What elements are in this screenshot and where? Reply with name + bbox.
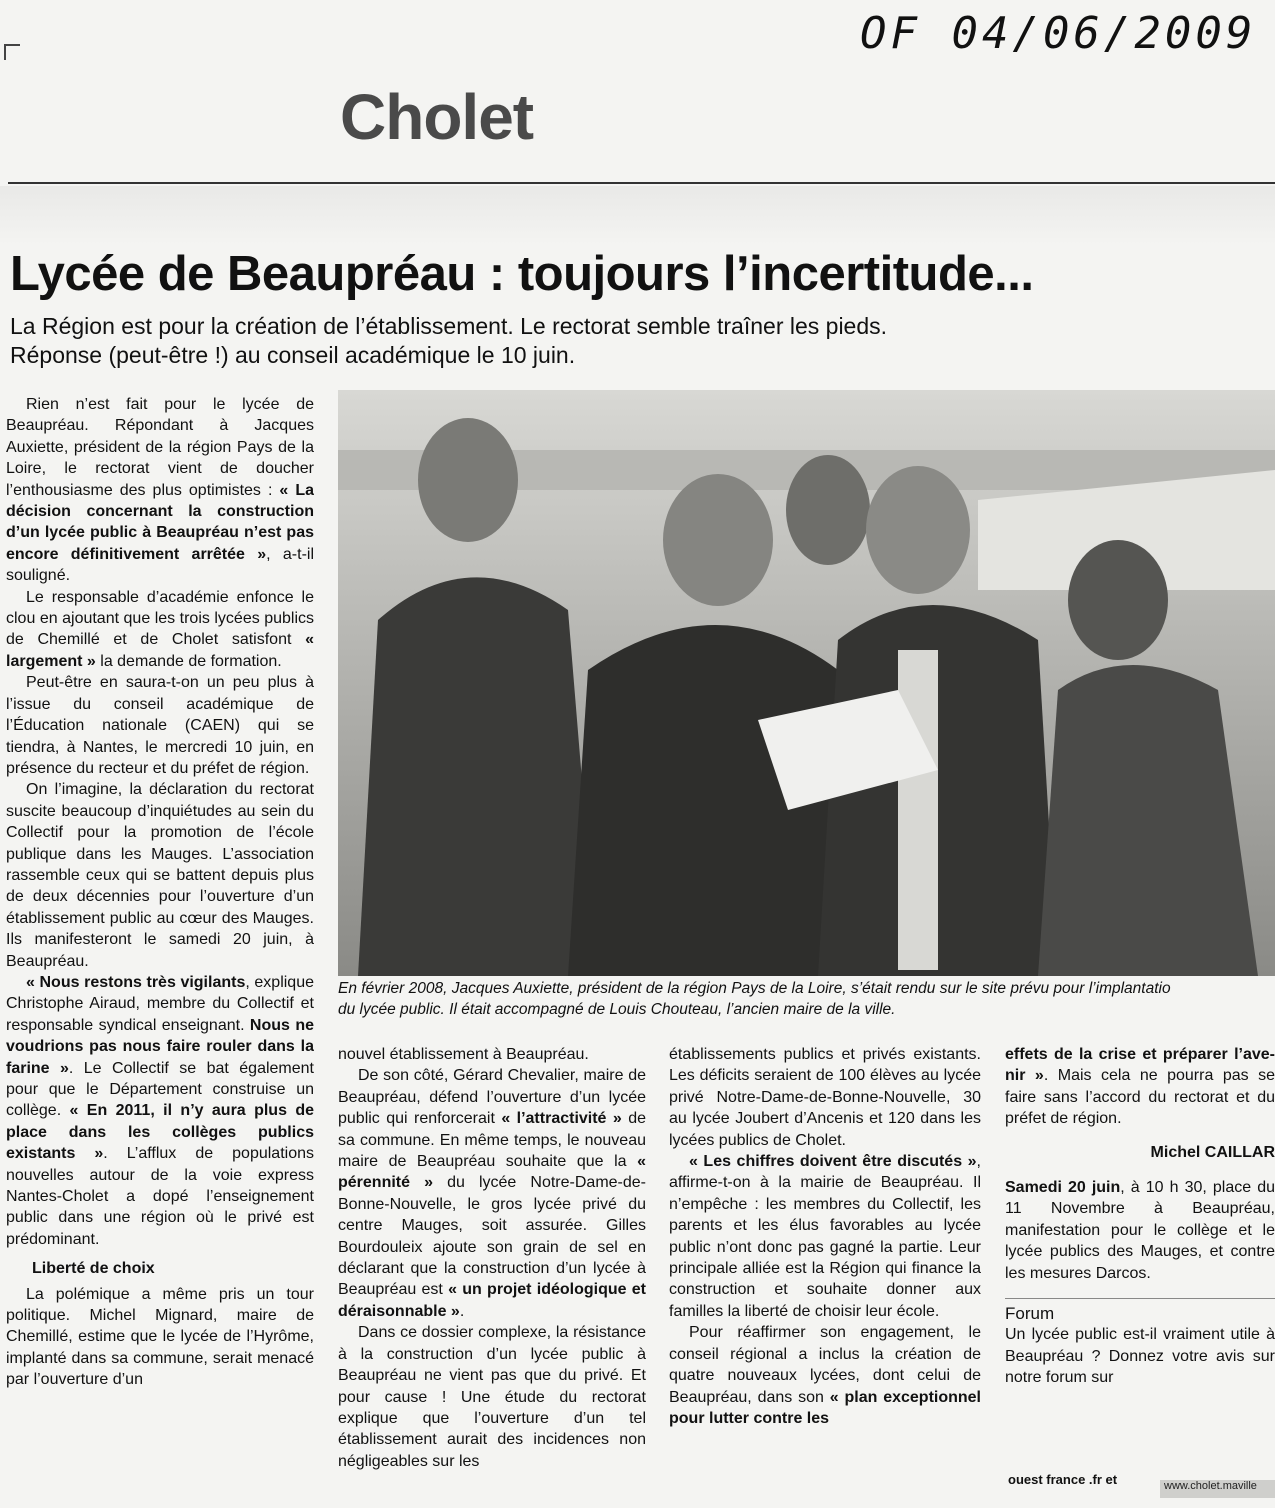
forum-box	[1005, 1298, 1275, 1389]
caption-line: du lycée public. Il était accompagné de Louis Chouteau, l’ancien maire de la ville.	[338, 1001, 896, 1018]
forum-site-link[interactable]: www.cholet.maville	[1160, 1480, 1275, 1498]
subheading: Liberté de choix	[32, 1260, 155, 1278]
paragraph: Rien n’est fait pour le lycée de Beaupréau. Répondant à Jacques Auxiette, président de la région Pays de la Loire, le rectorat vient de doucher l’enthousiasme des plus optimistes : « La décision concernant la construction d’un lycée public à Beaupréau n’est pas encore définitivement arrêtée », a-t-il souligné.	[6, 396, 314, 585]
photo-caption	[338, 978, 1275, 1020]
paragraph: établissements publics et privés existants. Les déficits seraient de 100 élèves au lycée privé Notre-Dame-de-Bonne-Nouvelle, 30 au lycée Joubert d’Ancenis et 120 dans les lycées publics de Cholet.	[669, 1046, 981, 1149]
standfirst-line: La Région est pour la création de l’établissement. Le rectorat semble traîner les pieds.	[10, 313, 888, 339]
crop-mark	[4, 44, 20, 60]
event-notice: Samedi 20 juin, à 10 h 30, place du 11 Novembre à Beaupréau, manifestation pour le collège et le lycée publics des Mauges, et contre les mesures Darcos.	[1005, 1179, 1275, 1282]
article-column-3	[669, 1044, 981, 1504]
news-photo	[338, 390, 1275, 976]
section-title: Cholet	[340, 81, 534, 153]
paragraph: Pour réaffirmer son engagement, le conseil régional a inclus la création de quatre nouveaux lycées, dont celui de Beaupréau, dans son « plan exceptionnel pour lutter contre les	[669, 1324, 981, 1427]
paragraph: « Les chiffres doivent être discutés », affirme-t-on à la mairie de Beaupréau. Il n’empêche : les membres du Collectif, les parents et les élus favorables au lycée public n’ont donc pas gagné la partie. Leur principale alliée est la Région qui finance la construction et souhaite donner aux familles la liberté de choisir leur école.	[669, 1153, 981, 1320]
date-stamp: OF 04/06/2009	[860, 8, 1257, 59]
author-signature: Michel CAILLAR	[1150, 1143, 1275, 1161]
paragraph: De son côté, Gérard Chevalier, maire de Beaupréau, défend l’ouverture d’un lycée public qui renforcerait « l’attractivité » de sa commune. En même temps, le nouveau maire de Beaupréau souhaite que la « pérennité » du lycée Notre-Dame-de-Bonne-Nouvelle, le gros lycée privé du centre Mauges, soit assurée. Gilles Bourdouleix ajoute son grain de sel en déclarant que la construction d’un lycée à Beaupréau est « un projet idéologique et déraisonnable ».	[338, 1067, 646, 1320]
paragraph: Peut-être en saura-t-on un peu plus à l’issue du conseil académique de l’Éducation nationale (CAEN) qui se tiendra, à Nantes, le mercredi 10 juin, en présence du recteur et du préfet de région.	[6, 674, 314, 777]
group-of-people-image	[338, 390, 1275, 976]
paragraph: Dans ce dossier complexe, la résistance à la construction d’un lycée public à Beaupréau ne vient pas que du privé. Et pour cause ! Une étude du rectorat explique que l’ouverture d’un tel établissement aurait des incidences non négligeables sur les	[338, 1324, 646, 1470]
article-column-1	[6, 394, 314, 1504]
paragraph: nouvel établissement à Beaupréau.	[338, 1046, 589, 1063]
article-column-4	[1005, 1044, 1275, 1504]
header-rule	[8, 182, 1275, 184]
bleed-through-band	[0, 186, 1275, 246]
article-headline: Lycée de Beaupréau : toujours l’incertitude...	[10, 247, 1034, 301]
ouest-france-logo: ouest france .fr et	[1008, 1472, 1118, 1487]
standfirst-line: Réponse (peut-être !) au conseil académique le 10 juin.	[10, 342, 576, 368]
paragraph: On l’imagine, la déclaration du rectorat suscite beaucoup d’inquiétudes au sein du Collectif pour la promotion de l’école publique dans les Mauges. L’association rassemble ceux qui se battent depuis plus de deux décennies pour l’ouverture d’un établissement public au cœur des Mauges. Ils manifesteront le samedi 20 juin, à Beaupréau.	[6, 781, 314, 970]
article-standfirst	[10, 312, 887, 370]
paragraph: « Nous restons très vigilants, explique Christophe Airaud, membre du Collectif et responsable syndical enseignant. Nous ne voudrions pas nous faire rouler dans la farine ». Le Collectif se bat également pour que le Département construise un collège. « En 2011, il n’y aura plus de place dans les collèges publics existants ». L’afflux de populations nouvelles autour de la voie express Nantes-Cholet a dopé l’enseignement public dans une région où le privé est prédominant.	[6, 973, 314, 1248]
paragraph: Le responsable d’académie enfonce le clou en ajoutant que les trois lycées publics de Chemillé et de Cholet satisfont « largement » la demande de formation.	[6, 588, 314, 670]
paragraph: effets de la crise et préparer l’ave- nir ». Mais cela ne pourra pas se faire sans l’accord du rectorat et du préfet de région.	[1005, 1046, 1275, 1128]
article-column-2	[338, 1044, 646, 1504]
forum-text: Un lycée public est-il vraiment utile à Beaupréau ? Donnez votre avis sur notre forum sur	[1005, 1326, 1275, 1387]
paragraph: La polémique a même pris un tour politique. Michel Mignard, maire de Chemillé, estime que le lycée de l’Hyrôme, implanté dans sa commune, serait menacé par l’ouverture d’un	[6, 1285, 314, 1389]
forum-title: Forum	[1005, 1304, 1055, 1324]
caption-line: En février 2008, Jacques Auxiette, président de la région Pays de la Loire, s’était rendu sur le site prévu pour l’implantatio	[338, 980, 1171, 997]
